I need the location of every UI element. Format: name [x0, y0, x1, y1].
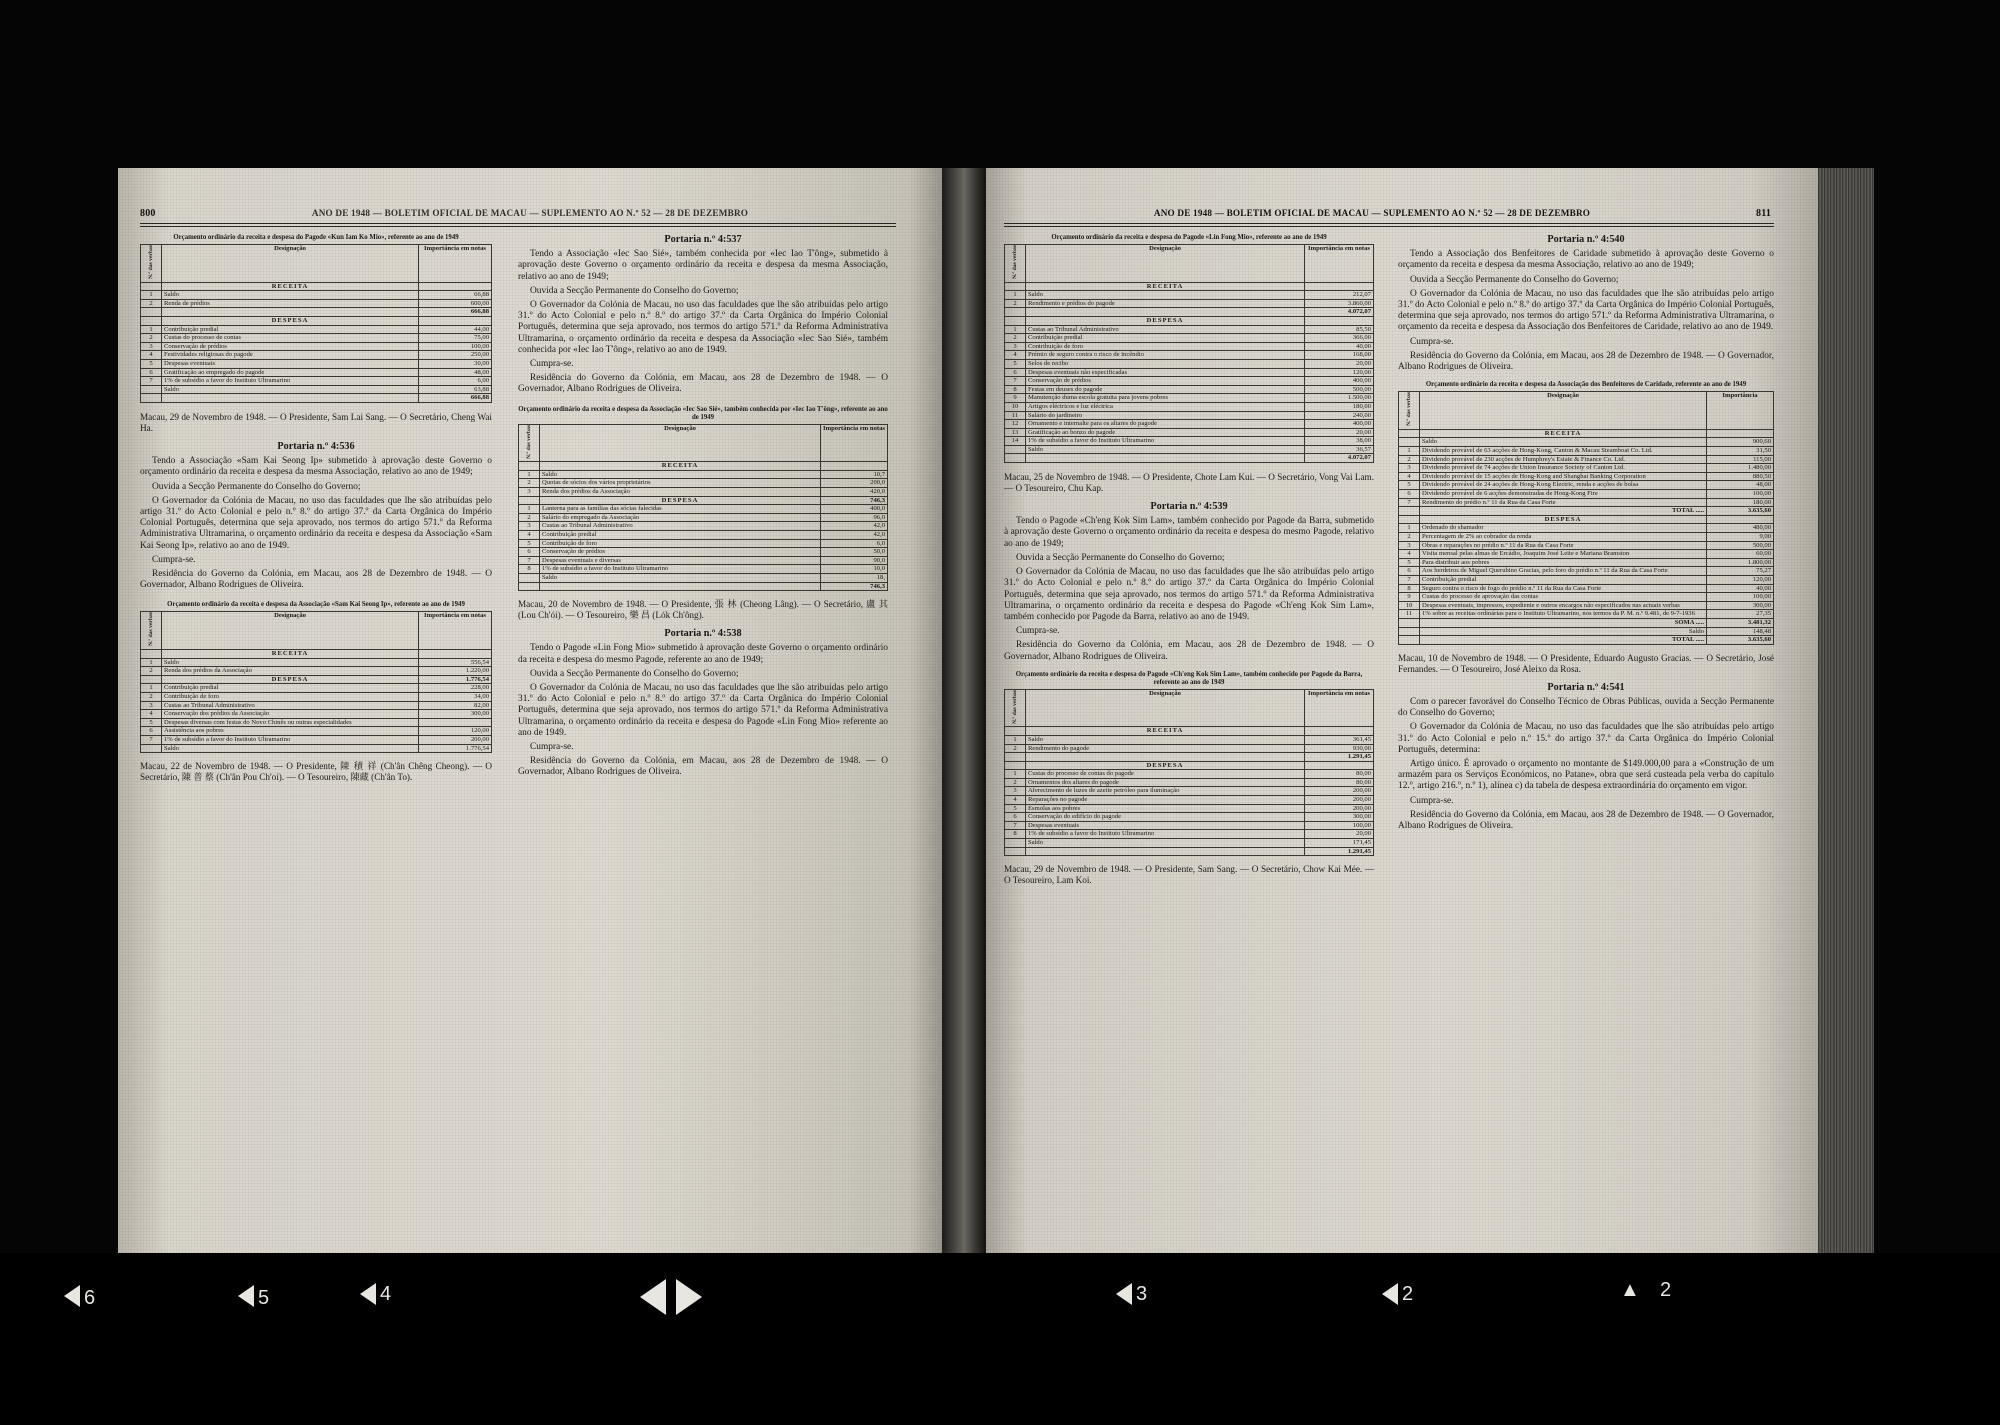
table-total: 746,3: [519, 582, 888, 591]
filmstrip-mark: 5: [258, 1287, 270, 1309]
table-row: Saldo 1.776,54: [141, 744, 492, 753]
table-row: 4 Festividades religiosas do pagode 250,00: [141, 351, 492, 360]
portaria-paragraph: Cumpra-se.: [530, 359, 574, 370]
table-row: 3 Contribuição de foro 40,00: [1005, 342, 1374, 351]
table-row: 6 Despesas eventuais não especificadas 120,00: [1005, 368, 1374, 377]
col-header-verbas: N.º das verbas: [148, 245, 154, 280]
table-row: 14 1% de subsídio a favor do Instituto Ultramarino 38,00: [1005, 437, 1374, 446]
portaria-paragraph: O Governador da Colónia de Macau, no uso das faculdades que lhe são atribuídas pelo artigo 31.º do Acto Colonial e pelo n.º 8.º do artigo 37.º da Carta Orgânica do Império Colonial Português, determina que seja aprovado, nos termos do artigo 571.º da Reforma Administrativa Ultramarina, o orçamento ordinário da receita e despesa do Pagode «Ch'eng Kok Sim Lam», também conhecido por Pagode da Barra, relativo ao ano de 1949.: [1004, 567, 1374, 622]
table-kun-iam: N.º das verbas Designação Importância em notas RECEITA 1 Saldo 66,88 2 Renda de prédios 600,00 666,88 DESPESA 1 Contribuição predial 44,00 2 Custas do processo de contas 75,00 3 Conservação de prédios 100,00 4 Festividades religiosas do pagode 250,00 5 Despesas eventuais 30,00 6 Gratificação ao empregado do pagode 48,00 7 1% de subsídio a favor do Instituto Ultramarino 6,00 Saldo 63,88 666,88: [140, 244, 492, 403]
table-row: 2 Contribuição predial 366,00: [1005, 334, 1374, 343]
portaria-paragraph: Tendo a Associação dos Benfeitores de Caridade submetido à aprovação deste Governo o orçamento da receita e despesa da mesma Associação, relativo ao ano de 1949;: [1398, 249, 1774, 271]
portaria-number: Portaria n.º 4:537: [664, 234, 742, 245]
table-row: 1 Saldo 10,7: [519, 470, 888, 479]
signature-line: Macau, 22 de Novembro de 1948. — O Presidente, 陳 積 祥 (Ch'ân Chêng Cheong). — O Secretário, 陳 普 蔡 (Ch'ân Pou Ch'oi). — O Tesoureiro, 陳藏 (Ch'ân To).: [140, 761, 492, 783]
portaria-paragraph: O Governador da Colónia de Macau, no uso das faculdades que lhe são atribuídas pelo artigo 31.º do Acto Colonial e pelo n.º 8.º do artigo 37.º da Carta Orgânica do Império Colonial Português, determina que seja aprovado, nos termos do artigo 571.º da Reforma Administrativa Ultramarina, o orçamento ordinário da receita e despesa da Associação «Iec Sao Sié», também conhecida por «Iec Iao T'ông», relativo ao ano de 1949.: [518, 300, 888, 355]
table-row: 6 Gratificação ao empregado do pagode 48,00: [141, 368, 492, 377]
portaria-paragraph: Residência do Governo da Colónia, em Macau, aos 28 de Dezembro de 1948. — O Governador, Albano Rodrigues de Oliveira.: [1398, 809, 1774, 831]
table-caption-benfeitores: Orçamento ordinário da receita e despesa da Associação dos Benfeitores de Caridade, referente ao ano de 1949: [1425, 381, 1747, 389]
table-row: 11 Salário do jardineiro 240,00: [1005, 411, 1374, 420]
portaria-paragraph: Cumpra-se.: [1016, 626, 1060, 637]
table-caption-cheng-kok: Orçamento ordinário da receita e despesa do Pagode «Ch'eng Kok Sim Lam», também conhecido por Pagode da Barra, referente ao ano de 1949: [1015, 670, 1363, 686]
table-row: 2 Renda de prédios 600,00: [141, 299, 492, 308]
filmstrip-mark: 4: [380, 1283, 392, 1305]
portaria-paragraph: O Governador da Colónia de Macau, no uso das faculdades que lhe são atribuídas pelo artigo 31.º do Acto Colonial e pelo n.º 15.º do artigo 37.º da Carta Orgânica do Império Colonial Português, determina:: [1398, 722, 1774, 755]
portaria-number: Portaria n.º 4:540: [1547, 234, 1625, 245]
table-row: 1 Saldo 66,88: [141, 291, 492, 300]
table-row: 5 Despesas eventuais 30,00: [141, 359, 492, 368]
table-row: 13 Gratificação ao bonzo do pagode 20,00: [1005, 428, 1374, 437]
table-row: 5 Selos de recibo 20,00: [1005, 359, 1374, 368]
table-row: 1 Custas do processo de contas do pagode 80,00: [1005, 770, 1374, 779]
table-row: 6 Conservação do edifício do pagode 300,00: [1005, 813, 1374, 822]
portaria-paragraph: Tendo o Pagode «Ch'eng Kok Sim Lam», também conhecido por Pagode da Barra, submetido à aprovação deste Governo o orçamento ordinário da receita e despesa do mesmo Pagode, relativo ao ano de 1949;: [1004, 516, 1374, 549]
table-row: 3 Custas ao Tribunal Administrativo 82,00: [141, 701, 492, 710]
portaria-paragraph: Ouvida a Secção Permanente do Conselho do Governo;: [1016, 552, 1225, 563]
filmstrip-mark: 6: [84, 1287, 96, 1309]
table-row: 5 Contribuição de foro 6,0: [519, 539, 888, 548]
signature-line: Macau, 29 de Novembro de 1948. — O Presidente, Sam Lai Sang. — O Secretário, Cheng Wai Ha.: [140, 411, 492, 433]
table-row: 7 1% de subsídio a favor do Instituto Ultramarino 200,00: [141, 735, 492, 744]
portaria-paragraph: Ouvida a Secção Permanente do Conselho do Governo;: [1410, 274, 1619, 285]
col-header-importancia: Importância em notas: [419, 245, 492, 283]
table-row: Saldo 900,60: [1399, 438, 1774, 447]
portaria-paragraph: Ouvida a Secção Permanente do Conselho do Governo;: [530, 668, 739, 679]
table-row: 4 Reparações no pagode 200,00: [1005, 796, 1374, 805]
table-cheng-kok: N.º das verbas Designação Importância em notas RECEITA 1 Saldo 361,45 2 Rendimento do pagode 930,00 1.291,45 DESPESA 1 Custas do processo de contas do pagode 80,00 2 Ornamentos dos altares do pagode 80,00 3 Aferecimento de luzes de azeite petróleo para iluminação 200,00 4 Reparações no pagode 200,00 5 Esmolas aos pobres 200,00 6 Conservação do edifício do pagode 300,00 7 Despesas eventuais 100,00 8 1% de subsídio a favor do Instituto Ultramarino 20,00 Saldo 171,45 1.291,45: [1004, 689, 1374, 857]
table-row: 7 Conservação de prédios 400,00: [1005, 377, 1374, 386]
table-row: 1 Custas ao Tribunal Administrativo 85,50: [1005, 325, 1374, 334]
table-row: 4 Visita mensal pelas almas de Ercádio, Joaquim José Leite e Mariana Bramston 60,00: [1399, 550, 1774, 559]
portaria-paragraph: Com o parecer favorável do Conselho Técnico de Obras Públicas, ouvida a Secção Permanente do Conselho do Governo;: [1398, 696, 1774, 719]
portaria-number: Portaria n.º 4:541: [1547, 681, 1625, 693]
portaria-paragraph: Tendo a Associação «Sam Kai Seong Ip» submetido à aprovação deste Governo o orçamento ordinário da receita e despesa da mesma Associação, relativo ao ano de 1949;: [140, 456, 492, 478]
book-gutter: [942, 168, 986, 1253]
portaria-number: Portaria n.º 4:538: [664, 628, 742, 640]
portaria-paragraph: Tendo a Associação «Iec Sao Sié», também conhecida por «Iec Iao T'ông», submetido à aprovação deste Governo o orçamento ordinário da receita e despesa da mesma Associação, relativo ao ano de 1949;: [518, 249, 888, 282]
table-row: 8 1% de subsídio a favor do Instituto Ultramarino 10,0: [519, 565, 888, 574]
table-total: 666,88: [141, 308, 492, 317]
table-total: 666,88: [141, 394, 492, 403]
table-row: 6 Assistência aos pobres 120,00: [141, 727, 492, 736]
table-row: 6 Conservação de prédios 50,0: [519, 548, 888, 557]
portaria-paragraph: O Governador da Colónia de Macau, no uso das faculdades que lhe são atribuídas pelo artigo 31.º do Acto Colonial e pelo n.º 8.º do artigo 37.º da Carta Orgânica do Império Colonial Português, determina que seja aprovado, nos termos do artigo 571.º da Reforma Administrativa Ultramarina, o orçamento ordinário da receita e despesa da Associação «Sam Kai Seong Ip», relativo ao ano de 1949.: [140, 495, 492, 551]
table-caption-sam-kai: Orçamento ordinário da receita e despesa da Associação «Sam Kai Seong Ip», referente ao ano de 1949: [167, 601, 465, 609]
table-row: Saldo 171,45: [1005, 839, 1374, 848]
table-caption-lin-fong: Orçamento ordinário da receita e despesa do Pagode «Lin Fong Mio», referente ao ano de 1949: [1051, 234, 1327, 241]
table-total: TOTAL ..... 3.635,60: [1399, 507, 1774, 516]
table-row: Saldo 18,: [519, 573, 888, 582]
right-running-header: ANO DE 1948 — BOLETIM OFICIAL DE MACAU — SUPLEMENTO AO N.º 52 — 28 DE DEZEMBRO: [1153, 208, 1591, 218]
portaria-paragraph: Residência do Governo da Colónia, em Macau, aos 28 de Dezembro de 1948. — O Governador, Albano Rodrigues de Oliveira.: [518, 756, 888, 778]
table-row: 6 Aos herdeiros de Miguel Querubino Gracias, pelo foro do prédio n.º 11 da Rua da Casa Forte 75,27: [1399, 567, 1774, 576]
portaria-paragraph: Cumpra-se.: [152, 554, 196, 565]
table-row: 10 Despesas eventuais, impressos, expediente e outros encargos não especificados nas actuais verbas 300,00: [1399, 601, 1774, 610]
portaria-paragraph: Cumpra-se.: [1410, 336, 1454, 347]
table-iec-sao-sie: N.º das verbas Designação Importância em notas RECEITA 1 Saldo 10,7 2 Quotas de sócios dos vários proprietários 200,0 3 Renda dos prédios da Associação 420,0 DESPESA 746,3 1 Lanterna para as famílias das sócias falecidas 400,0 2 Salário do empregado da Associação 96,0 3 Custas ao Tribunal Administrativo 42,0 4 Contribuição predial 42,0 5 Contribuição de foro 6,0 6 Conservação de prédios 50,0 7 Despesas eventuais e diversas 90,0 8 1% de subsídio a favor do Instituto Ultramarino 10,0 Saldo 18, 746,3: [518, 424, 888, 592]
table-row: 1 Dividendo provável de 63 acções de Hong-Kong, Canton & Macau Steamboat Co. Ltd. 31,50: [1399, 447, 1774, 456]
signature-line: Macau, 10 de Novembro de 1948. — O Presidente, Eduardo Augusto Gracias. — O Secretário, José Fernandes. — O Tesoureiro, José Aleixo da Rosa.: [1398, 652, 1774, 674]
table-row: 3 Aferecimento de luzes de azeite petróleo para iluminação 200,00: [1005, 787, 1374, 796]
table-row: 5 Para distribuir aos pobres 1.800,00: [1399, 558, 1774, 567]
table-row: 3 Custas ao Tribunal Administrativo 42,0: [519, 522, 888, 531]
table-row: 7 Rendimento do prédio n.º 11 da Rua da Casa Forte 180,00: [1399, 498, 1774, 507]
table-row: 8 1% de subsídio a favor do Instituto Ultramarino 20,00: [1005, 830, 1374, 839]
signature-line: Macau, 20 de Novembro de 1948. — O Presidente, 張 林 (Cheong Lâng). — O Secretário, 盧 其 (Lou Ch'ói). — O Tesoureiro, 樂 昌 (Lók Ch'ông).: [518, 599, 888, 621]
portaria-number: Portaria n.º 4:536: [277, 440, 355, 452]
table-row: 9 Manutenção duma escola gratuita para jovens pobres 1.500,00: [1005, 394, 1374, 403]
table-row: 2 Renda dos prédios da Associação 1.220,00: [141, 667, 492, 676]
table-total: 1.291,45: [1005, 753, 1374, 762]
table-row: 3 Conservação de prédios 100,00: [141, 342, 492, 351]
table-row: 7 Contribuição predial 120,00: [1399, 575, 1774, 584]
table-row: 1 Lanterna para as famílias das sócias falecidas 400,0: [519, 505, 888, 514]
table-row: 4 Conservação dos prédios da Associação 300,00: [141, 710, 492, 719]
portaria-paragraph: Residência do Governo da Colónia, em Macau, aos 28 de Dezembro de 1948. — O Governador, Albano Rodrigues de Oliveira.: [140, 568, 492, 591]
portaria-paragraph: Residência do Governo da Colónia, em Macau, aos 28 de Dezembro de 1948. — O Governador, Albano Rodrigues de Oliveira.: [518, 373, 888, 395]
table-caption-kun-iam: Orçamento ordinário da receita e despesa do Pagode «Kun Iam Ko Mio», referente ao ano de 1949: [173, 234, 459, 241]
table-caption-iec-sao-sie: Orçamento ordinário da receita e despesa da Associação «Iec Sao Sié», também conhecida por «Iec Iao T'ông», referente ao ano de 1949: [518, 405, 888, 421]
table-row: 4 Prémio de seguro contra o risco de incêndio 168,00: [1005, 351, 1374, 360]
table-row: 3 Renda dos prédios da Associação 420,0: [519, 488, 888, 497]
portaria-paragraph: Ouvida a Secção Permanente do Conselho do Governo;: [152, 481, 361, 492]
table-benfeitores: N.º das verbas Designação Importância RECEITA Saldo 900,60 1 Dividendo provável de 63 acções de Hong-Kong, Canton & Macau Steamboat Co. Ltd. 31,50 2 Dividendo provável de 230 acções de Humphrey's Estate & Finance Co. Ltd. 115,00 3 Dividendo provável de 74 acções de Union Insurance Society of Canton Ltd. 1.480,00 4 Dividendo provável de 15 acções de Hong-Kong and Shanghai Banking Corporation 880,50 5 Dividendo provável de 24 acções de Hong-Kong Electric, renda e acções de bolsa 48,00 6 Dividendo provável de 6 acções demonstradas de Hong-Kong Fire 100,00 7 Rendimento do prédio n.º 11 da Rua da Casa Forte 180,00 TOTAL ..... 3.635,60 DESPESA 1 Ordenado do shamador 480,00 2 Percentagem de 2% ao cobrador da renda 9,00 3 Obras e reparações no prédio n.º 11 da Rua da Casa Forte 500,00 4 Visita mensal pelas almas de Ercádio, Joaquim José Leite e Mariana Bramston 60,00 5 Para distribuir aos pobres 1.800,00 6 Aos herdeiros de Miguel Querubino Gracias, pelo foro do prédio n.º 11 da Rua da Casa Forte 75,27 7 Contribuição predial 120,00 8 Seguro contra o risco de fogo do prédio n.º 11 da Rua da Casa Forte 40,00 9 Custas do processo de aprovação das contas 100,00 10 Despesas eventuais, impressos, expediente e outros encargos não especificados nas actuais verbas 300,00 11 1% sobre as receitas ordinárias para o Instituto Ultramarino, nos termos da P. M. n.º 9.481, de 9-7-1936 27,35 SOMA ..... 3.481,32 Saldo 148,48 TOTAL ..... 3.635,60: [1398, 391, 1774, 644]
table-row: 1 Contribuição predial 228,00: [141, 684, 492, 693]
table-row: 6 Dividendo provável de 6 acções demonstradas de Hong-Kong Fire 100,00: [1399, 490, 1774, 499]
table-row: 7 Despesas eventuais e diversas 90,0: [519, 556, 888, 565]
portaria-paragraph: Cumpra-se.: [1410, 795, 1454, 806]
portaria-paragraph: O Governador da Colónia de Macau, no uso das faculdades que lhe são atribuídas pelo artigo 31.º do Acto Colonial e pelo n.º 8.º do artigo 37.º da Carta Orgânica do Império Colonial Português, determina que seja aprovado, nos termos do artigo 571.º da Reforma Administrativa Ultramarina, o orçamento da receita e despesa da Associação dos Benfeitores de Caridade, relativo ao ano de 1949.: [1398, 288, 1774, 333]
table-total: 4.072,07: [1005, 308, 1374, 317]
table-row: 8 Seguro contra o risco de fogo do prédio n.º 11 da Rua da Casa Forte 40,00: [1399, 584, 1774, 593]
table-row: 5 Despesas diversas com festas do Novo Chinês ou outras especialidades: [141, 718, 492, 727]
book-edge: [1818, 168, 1874, 1253]
left-page: [118, 168, 942, 1253]
table-saldo: Saldo 148,48: [1399, 627, 1774, 636]
table-row: 1 Saldo 212,07: [1005, 291, 1374, 300]
portaria-paragraph: O Governador da Colónia de Macau, no uso das faculdades que lhe são atribuídas pelo artigo 31.º do Acto Colonial e pelo n.º 8.º do artigo 37.º da Carta Orgânica do Império Colonial Português, determina que seja aprovado, nos termos do artigo 571.º da Reforma Administrativa Ultramarina, o orçamento ordinário da receita e despesa do Pagode «Lin Fong Mio» referente ao ano de 1949.: [518, 682, 888, 738]
table-row: 8 Festas em deuses do pagode 500,00: [1005, 385, 1374, 394]
table-row: 7 1% de subsídio a favor do Instituto Ultramarino 6,00: [141, 377, 492, 386]
signature-line: Macau, 25 de Novembro de 1948. — O Presidente, Chote Lam Kui. — O Secretário, Vong Vai Lam. — O Tesoureiro, Chu Kap.: [1004, 472, 1374, 494]
table-subtotal: SOMA ..... 3.481,32: [1399, 618, 1774, 627]
table-total: 1.291,45: [1005, 847, 1374, 856]
table-sam-kai: N.º das verbas Designação Importância em notas RECEITA 1 Saldo 556,54 2 Renda dos prédios da Associação 1.220,00 DESPESA 1.776,54 1 Contribuição predial 228,00 2 Contribuição de foro 34,00 3 Custas ao Tribunal Administrativo 82,00 4 Conservação dos prédios da Associação 300,00 5 Despesas diversas com festas do Novo Chinês ou outras especialidades 6 Assistência aos pobres 120,00 7 1% de subsídio a favor do Instituto Ultramarino 200,00 Saldo 1.776,54: [140, 611, 492, 753]
col-header-designacao: Designação: [162, 245, 419, 283]
portaria-paragraph: Artigo único. É aprovado o orçamento no montante de $149.000,00 para a «Construção de um armazém para os Serviços Económicos, no Patane», obra que será custeada pela verba do capítulo 12.º, artigo 216.º, n.º 1), alínea c) da tabela de despesa extraordinária do orçamento em vigor.: [1398, 758, 1774, 792]
filmstrip-mark: 3: [1136, 1283, 1148, 1305]
left-running-header: ANO DE 1948 — BOLETIM OFICIAL DE MACAU — SUPLEMENTO AO N.º 52 — 28 DE DEZEMBRO: [311, 208, 749, 218]
portaria-number: Portaria n.º 4:539: [1150, 501, 1228, 513]
table-row: 2 Rendimento do pagode 930,00: [1005, 744, 1374, 753]
table-row: Saldo 63,88: [141, 385, 492, 394]
portaria-paragraph: Residência do Governo da Colónia, em Macau, aos 28 de Dezembro de 1948. — O Governador, Albano Rodrigues de Oliveira.: [1398, 350, 1774, 373]
table-row: 2 Percentagem de 2% ao cobrador da renda 9,00: [1399, 532, 1774, 541]
table-row: 2 Rendimento e prédios do pagode 3.860,00: [1005, 299, 1374, 308]
table-lin-fong: N.º das verbas Designação Importância em notas RECEITA 1 Saldo 212,07 2 Rendimento e prédios do pagode 3.860,00 4.072,07 DESPESA 1 Custas ao Tribunal Administrativo 85,50 2 Contribuição predial 366,00 3 Contribuição de foro 40,00 4 Prémio de seguro contra o risco de incêndio 168,00 5 Selos de recibo 20,00 6 Despesas eventuais não especificadas 120,00 7 Conservação de prédios 400,00 8 Festas em deuses do pagode 500,00 9 Manutenção duma escola gratuita para jovens pobres 1.500,00 10 Artigos eléctricos e luz eléctrica 180,00 11 Salário do jardineiro 240,00 12 Ornamento e internalte para os altares do pagode 400,00 13 Gratificação ao bonzo do pagode 20,00 14 1% de subsídio a favor do Instituto Ultramarino 38,00 Saldo 36,57 4.072,07: [1004, 244, 1374, 463]
table-row: 4 Contribuição predial 42,0: [519, 531, 888, 540]
table-row: 4 Dividendo provável de 15 acções de Hong-Kong and Shanghai Banking Corporation 880,50: [1399, 472, 1774, 481]
table-row: 2 Contribuição de foro 34,00: [141, 692, 492, 701]
table-row: 12 Ornamento e internalte para os altares do pagode 400,00: [1005, 420, 1374, 429]
filmstrip: 6 5 4 3 2 ▲ 2: [0, 1253, 2000, 1425]
right-folio: 811: [1756, 208, 1772, 219]
table-row: 10 Artigos eléctricos e luz eléctrica 180,00: [1005, 402, 1374, 411]
table-row: 3 Obras e reparações no prédio n.º 11 da Rua da Casa Forte 500,00: [1399, 541, 1774, 550]
table-row: 2 Ornamentos dos altares do pagode 80,00: [1005, 778, 1374, 787]
table-row: 2 Dividendo provável de 230 acções de Humphrey's Estate & Finance Co. Ltd. 115,00: [1399, 455, 1774, 464]
signature-line: Macau, 29 de Novembro de 1948. — O Presidente, Sam Sang. — O Secretário, Chow Kai Mée. — O Tesoureiro, Lam Koi.: [1004, 864, 1374, 886]
table-row: 5 Esmolas aos pobres 200,00: [1005, 804, 1374, 813]
table-row: 7 Despesas eventuais 100,00: [1005, 821, 1374, 830]
portaria-paragraph: Residência do Governo da Colónia, em Macau, aos 28 de Dezembro de 1948. — O Governador, Albano Rodrigues de Oliveira.: [1004, 640, 1374, 662]
table-row: 2 Salário do empregado da Associação 96,0: [519, 513, 888, 522]
table-row: 1 Saldo 556,54: [141, 658, 492, 667]
table-row: 2 Custas do processo de contas 75,00: [141, 334, 492, 343]
table-row: 5 Dividendo provável de 24 acções de Hong-Kong Electric, renda e acções de bolsa 48,00: [1399, 481, 1774, 490]
portaria-paragraph: Cumpra-se.: [530, 741, 574, 752]
page-spread: [118, 168, 1818, 1253]
table-row: 1 Ordenado do shamador 480,00: [1399, 524, 1774, 533]
table-row: 3 Dividendo provável de 74 acções de Union Insurance Society of Canton Ltd. 1.480,00: [1399, 464, 1774, 473]
table-row: 1 Contribuição predial 44,00: [141, 325, 492, 334]
table-total: 4.072,07: [1005, 454, 1374, 463]
table-row: 1 Saldo 361,45: [1005, 735, 1374, 744]
table-row: 2 Quotas de sócios dos vários proprietários 200,0: [519, 479, 888, 488]
table-row: 11 1% sobre as receitas ordinárias para o Instituto Ultramarino, nos termos da P. M. n.º 9.481, de 9-7-1936 27,35: [1399, 610, 1774, 619]
left-folio: 800: [140, 208, 156, 219]
portaria-paragraph: Ouvida a Secção Permanente do Conselho do Governo;: [530, 285, 739, 296]
table-row: Saldo 36,57: [1005, 445, 1374, 454]
right-page: [986, 168, 1818, 1253]
table-total: TOTAL ..... 3.635,60: [1399, 636, 1774, 645]
portaria-paragraph: Tendo o Pagode «Lin Fong Mio» submetido à aprovação deste Governo o orçamento ordinário da receita e despesa do mesmo Pagode, referente ao ano de 1949;: [518, 643, 888, 665]
filmstrip-mark: 2: [1402, 1283, 1414, 1305]
table-row: 9 Custas do processo de aprovação das contas 100,00: [1399, 593, 1774, 602]
